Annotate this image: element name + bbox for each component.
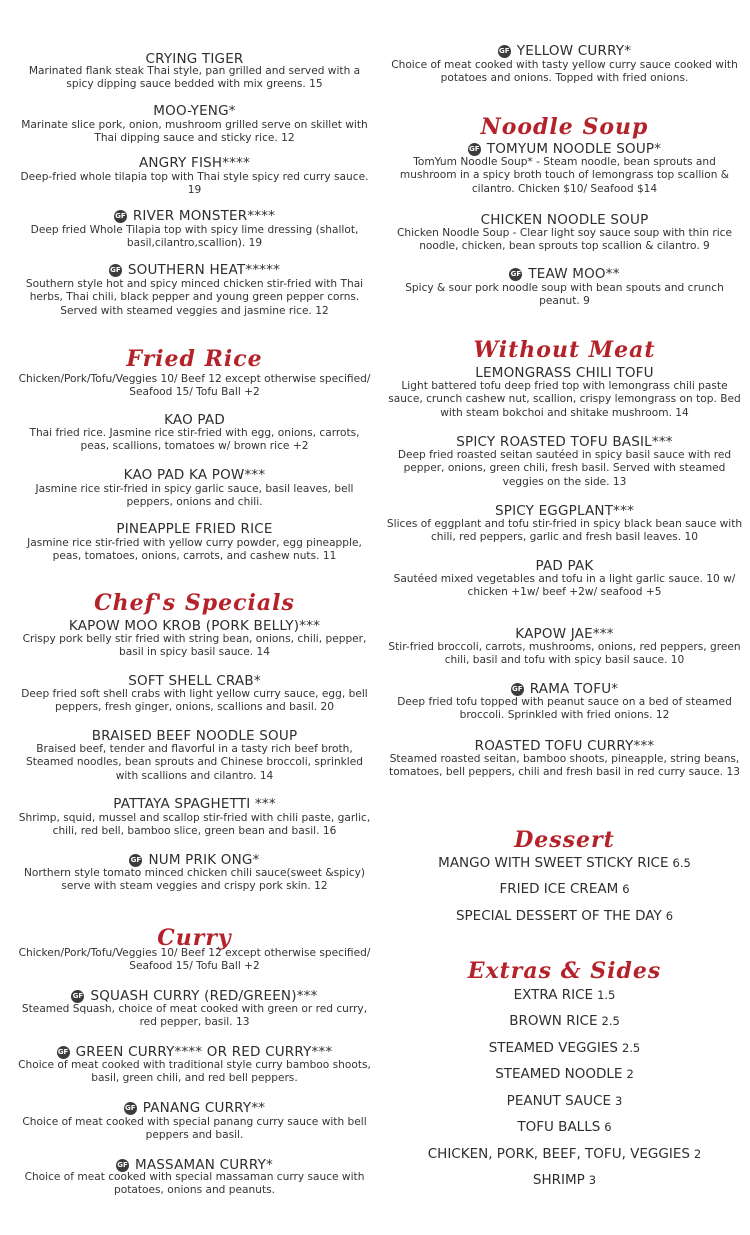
section-heading-curry: Curry	[157, 925, 232, 951]
section-heading-chefs-specials: Chef's Specials	[94, 590, 295, 616]
section-heading-dessert: Dessert	[514, 827, 615, 853]
menu-item-title: CHICKEN NOODLE SOUP	[480, 212, 649, 228]
menu-item-title: PATTAYA SPAGHETTI ***	[113, 796, 276, 812]
extra-item-name: CHICKEN, PORK, BEEF, TOFU, VEGGIES	[427, 1146, 690, 1162]
extra-item	[382, 1119, 747, 1135]
extra-item	[382, 1066, 747, 1082]
extra-item-name: EXTRA RICE	[513, 987, 594, 1003]
gluten-free-icon: GF	[129, 854, 142, 867]
menu-item-title: KAPOW MOO KROB (PORK BELLY)***	[68, 618, 321, 634]
section-heading-noodle-soup: Noodle Soup	[480, 114, 649, 140]
gluten-free-icon: GF	[57, 1046, 70, 1059]
menu-item-description: TomYum Noodle Soup* - Steam noodle, bean sprouts and mushroom in a spicy broth touch of lemongrass top scallion & cilantro. Chicken $10/ Seafood $14	[399, 156, 730, 195]
menu-item-description: Steamed roasted seitan, bamboo shoots, pineapple, string beans, tomatoes, bell peppers, chili and fresh basil in red curry sauce. 13	[389, 753, 740, 779]
extra-item-price: 6	[604, 1120, 612, 1134]
gluten-free-icon: GF	[109, 264, 122, 277]
menu-item-description: Marinated flank steak Thai style, pan grilled and served with a spicy dipping sauce bedded with mix greens. 15	[28, 65, 361, 91]
menu-item-name	[12, 796, 377, 812]
extra-item-price: 2	[693, 1147, 702, 1161]
menu-item-description: Slices of eggplant and tofu stir-fried in spicy black bean sauce with chili, red peppers, garlic and fresh basil leaves. 10	[386, 518, 743, 544]
extra-item-price: 6	[665, 909, 674, 923]
extra-item	[382, 855, 747, 871]
menu-item-title: SPICY EGGPLANT***	[494, 503, 635, 519]
menu-item-title: RAMA TOFU*	[529, 681, 619, 697]
extra-item-name: SHRIMP	[532, 1172, 585, 1188]
menu-item-title: TEAW MOO**	[528, 266, 620, 282]
extra-item-price: 2	[626, 1067, 634, 1081]
menu-item-name	[382, 626, 747, 642]
extra-item-price: 6.5	[672, 856, 691, 870]
gluten-free-icon: GF	[71, 990, 84, 1003]
gluten-free-icon: GF	[124, 1102, 137, 1115]
menu-item-description: Braised beef, tender and flavorful in a tasty rich beef broth, Steamed noodles, bean sprouts and Chinese broccoli, sprinkled with scallions and cilantro. 14	[26, 743, 363, 782]
extra-item-price: 6	[622, 882, 630, 896]
menu-item-description: Chicken Noodle Soup - Clear light soy sauce soup with thin rice noodle, chicken, bean sprouts top scallion & cilantro. 9	[396, 227, 733, 253]
extra-item-name: TOFU BALLS	[517, 1119, 601, 1135]
menu-item-description: Choice of meat cooked with tasty yellow curry sauce cooked with potatoes and onions. Topped with fried onions.	[391, 59, 738, 85]
menu-item-description: Marinate slice pork, onion, mushroom grilled serve on skillet with Thai dipping sauce and sticky rice. 12	[21, 119, 368, 145]
menu-item-title: ANGRY FISH****	[138, 155, 251, 171]
gluten-free-icon: GF	[116, 1159, 129, 1172]
section-heading-extras-sides: Extras & Sides	[467, 958, 662, 984]
section-heading-without-meat: Without Meat	[473, 337, 656, 363]
menu-item-title: KAPOW JAE***	[515, 626, 614, 642]
menu-item-title: PANANG CURRY**	[142, 1100, 266, 1116]
extra-item-name: STEAMED NOODLE	[495, 1066, 623, 1082]
menu-item-title: ROASTED TOFU CURRY***	[474, 738, 655, 754]
menu-item-description: Northern style tomato minced chicken chili sauce(sweet &spicy) serve with steam veggies and crispy pork skin. 12	[23, 867, 366, 893]
menu-item-description: Choice of meat cooked with special massaman curry sauce with potatoes, onions and peanuts.	[24, 1171, 365, 1197]
menu-item-name	[382, 212, 747, 228]
menu-item-name	[382, 434, 747, 450]
menu-item-name	[382, 43, 747, 59]
menu-item-description: Southern style hot and spicy minced chicken stir-fried with Thai herbs, Thai chili, black pepper and young green pepper corns. Served with steamed veggies and jasmine rice. 12	[25, 278, 364, 317]
menu-item-name	[12, 262, 377, 278]
menu-item-name	[12, 467, 377, 483]
extra-item	[382, 1013, 747, 1029]
menu-item-description: Deep-fried whole tilapia top with Thai style spicy red curry sauce. 19	[20, 171, 369, 197]
menu-item-description: Thai fried rice. Jasmine rice stir-fried with egg, onions, carrots, peas, scallions, tomatoes w/ brown rice +2	[29, 427, 360, 453]
menu-item-title: SPICY ROASTED TOFU BASIL***	[456, 434, 673, 450]
menu-item-title: PINEAPPLE FRIED RICE	[116, 521, 273, 537]
menu-item-title: MASSAMAN CURRY*	[135, 1157, 273, 1173]
extra-item-name: STEAMED VEGGIES	[488, 1040, 618, 1056]
gluten-free-icon: GF	[509, 268, 522, 281]
extra-item-name: FRIED ICE CREAM	[499, 881, 619, 897]
menu-item-title: RIVER MONSTER****	[132, 208, 276, 224]
menu-item-title: SOUTHERN HEAT*****	[127, 262, 281, 278]
section-note: Chicken/Pork/Tofu/Veggies 10/ Beef 12 except otherwise specified/ Seafood 15/ Tofu Ball +2	[18, 373, 371, 399]
menu-item-title: NUM PRIK ONG*	[148, 852, 260, 868]
section-heading-fried-rice: Fried Rice	[126, 346, 263, 372]
menu-item-description: Choice of meat cooked with special panang curry sauce with bell peppers and basil.	[22, 1116, 367, 1142]
menu-item-title: SOFT SHELL CRAB*	[128, 673, 261, 689]
menu-item-title: CRYING TIGER	[145, 51, 244, 67]
extra-item	[382, 987, 747, 1003]
menu-item-title: GREEN CURRY**** OR RED CURRY***	[75, 1044, 333, 1060]
menu-item-description: Sautéed mixed vegetables and tofu in a light garlic sauce. 10 w/ chicken +1w/ beef +2w/ seafood +5	[393, 573, 736, 599]
extra-item	[382, 881, 747, 897]
menu-item-name	[382, 266, 747, 282]
extra-item-price: 1.5	[597, 988, 616, 1002]
menu-item-name	[12, 412, 377, 428]
menu-item-title: TOMYUM NOODLE SOUP*	[486, 141, 662, 157]
extra-item-price: 3	[615, 1094, 623, 1108]
menu-item-description: Spicy & sour pork noodle soup with bean spouts and crunch peanut. 9	[405, 282, 724, 308]
menu-item-description: Shrimp, squid, mussel and scallop stir-fried with chili paste, garlic, chili, red bell, bamboo slice, green bean and basil. 16	[18, 812, 371, 838]
extra-item	[382, 1093, 747, 1109]
menu-item-description: Deep fried soft shell crabs with light yellow curry sauce, egg, bell peppers, fresh ginger, onions, scallions and basil. 20	[21, 688, 368, 714]
menu-item-description: Deep fried roasted seitan sautéed in spicy basil sauce with red pepper, onions, green chili, fresh basil. Served with steamed veggies on the side. 13	[397, 449, 732, 488]
menu-item-name	[382, 681, 747, 697]
gluten-free-icon: GF	[498, 45, 511, 58]
extra-item-name: BROWN RICE	[509, 1013, 598, 1029]
extra-item-price: 3	[588, 1173, 597, 1187]
menu-item-name	[382, 503, 747, 519]
menu-item-description: Crispy pork belly stir fried with string bean, onions, chili, pepper, basil in spicy basil sauce. 14	[22, 633, 367, 659]
gluten-free-icon: GF	[511, 683, 524, 696]
menu-item-name	[12, 1044, 377, 1060]
menu-item-description: Deep fried Whole Tilapia top with spicy lime dressing (shallot, basil,cilantro,scallion). 19	[30, 224, 359, 250]
menu-item-description: Jasmine rice stir-fried in spicy garlic sauce, basil leaves, bell peppers, onions and chili.	[35, 483, 354, 509]
extra-item-name: PEANUT SAUCE	[506, 1093, 611, 1109]
menu-item-description: Choice of meat cooked with traditional style curry bamboo shoots, basil, green chili, and red bell peppers.	[18, 1059, 371, 1085]
menu-item-title: MOO-YENG*	[153, 103, 236, 119]
section-note: Chicken/Pork/Tofu/Veggies 10/ Beef 12 except otherwise specified/ Seafood 15/ Tofu Ball +2	[18, 947, 371, 973]
menu-item-title: BRAISED BEEF NOODLE SOUP	[91, 728, 298, 744]
menu-item-description: Deep fried tofu topped with peanut sauce on a bed of steamed broccoli. Sprinkled with fried onions. 12	[397, 696, 732, 722]
menu-item-name	[12, 852, 377, 868]
gluten-free-icon: GF	[468, 143, 481, 156]
extra-item	[382, 1146, 747, 1162]
extra-item	[382, 1040, 747, 1056]
extra-item	[382, 908, 747, 924]
gluten-free-icon: GF	[114, 210, 127, 223]
menu-item-name	[12, 103, 377, 119]
menu-item-name	[12, 1100, 377, 1116]
menu-item-name	[12, 521, 377, 537]
menu-item-title: SQUASH CURRY (RED/GREEN)***	[90, 988, 318, 1004]
menu-item-title: KAO PAD	[164, 412, 225, 428]
extra-item-name: SPECIAL DESSERT OF THE DAY	[455, 908, 662, 924]
menu-item-description: Stir-fried broccoli, carrots, mushrooms, onions, red peppers, green chili, basil and tofu with spicy basil sauce. 10	[388, 641, 741, 667]
menu-item-title: KAO PAD KA POW***	[123, 467, 266, 483]
menu-item-name	[382, 558, 747, 574]
menu-item-description: Steamed Squash, choice of meat cooked with green or red curry, red pepper, basil. 13	[21, 1003, 368, 1029]
menu-item-name	[382, 365, 747, 381]
menu-item-name	[12, 988, 377, 1004]
menu-item-title: LEMONGRASS CHILI TOFU	[475, 365, 654, 381]
menu-item-title: YELLOW CURRY*	[516, 43, 632, 59]
menu-item-name	[382, 141, 747, 157]
extra-item-price: 2.5	[621, 1041, 641, 1055]
extra-item	[382, 1172, 747, 1188]
menu-item-name	[12, 728, 377, 744]
menu-item-title: PAD PAK	[535, 558, 594, 574]
menu-item-name	[12, 618, 377, 634]
menu-item-name	[12, 673, 377, 689]
menu-item-description: Jasmine rice stir-fried with yellow curry powder, egg pineapple, peas, tomatoes, onions, carrots, and cashew nuts. 11	[27, 537, 362, 563]
extra-item-name: MANGO WITH SWEET STICKY RICE	[438, 855, 669, 871]
extra-item-price: 2.5	[601, 1014, 620, 1028]
menu-item-description: Light battered tofu deep fried top with lemongrass chili paste sauce, crunch cashew nut, scallion, crispy lemongrass on top. Bed with steam bokchoi and shitake mushroom. 14	[388, 380, 741, 419]
menu-item-name	[12, 208, 377, 224]
menu-item-name	[382, 738, 747, 754]
menu-item-name	[12, 155, 377, 171]
